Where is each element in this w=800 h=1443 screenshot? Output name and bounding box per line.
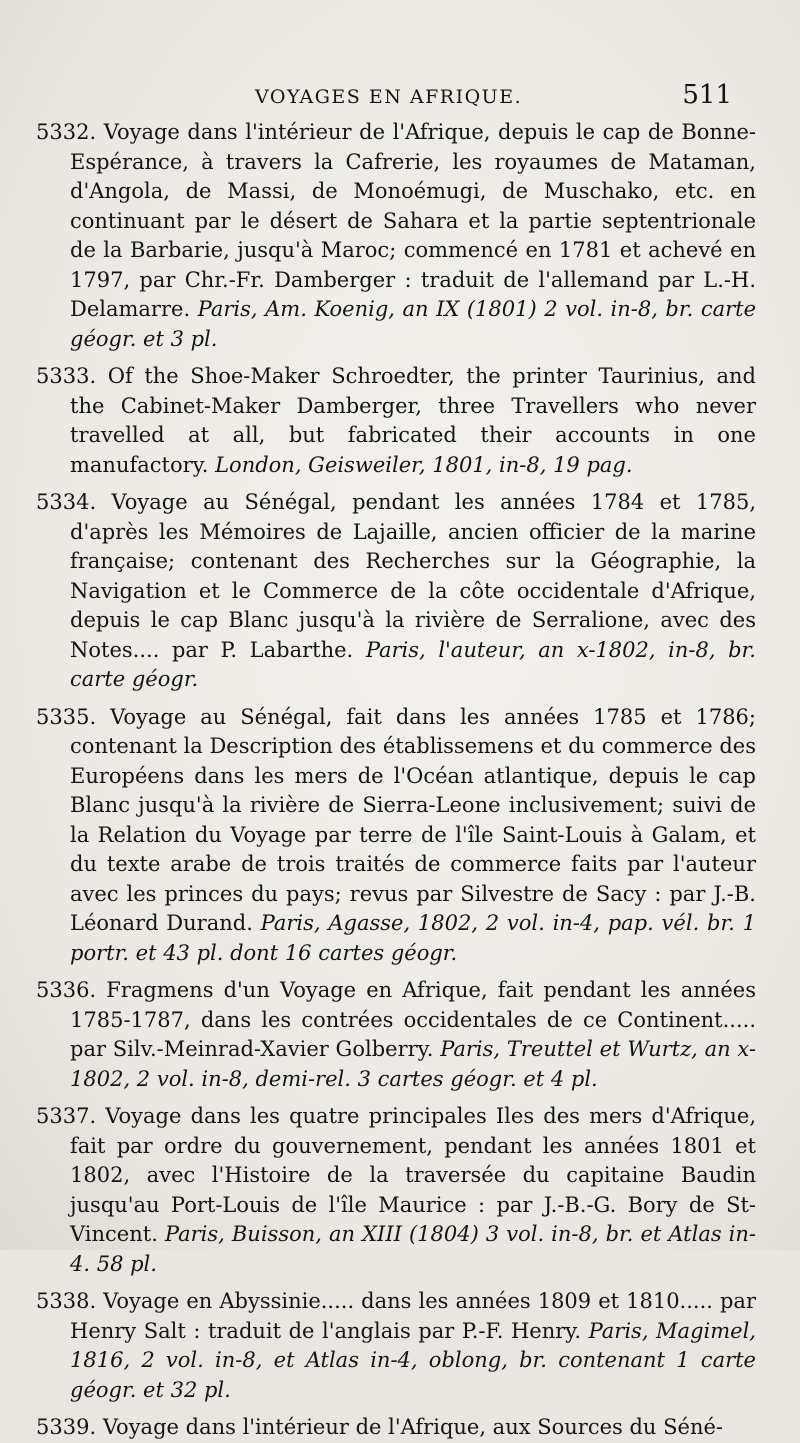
- catalogue-entry: [36, 488, 756, 695]
- entry-text: Voyage au Sénégal, pendant les années 1784 et 1785, d'après les Mémoires de Lajaille, ancien officier de la marine française; contenant des Recherches sur la Géographie, la Navigation et le Commerce de la côte occidentale d'Afrique, depuis le cap Blanc jusqu'à la rivière de Serralione, avec des Notes.... par P. Labarthe.: [70, 490, 756, 662]
- entry-number: 5334.: [36, 490, 97, 514]
- catalogue-entries: [36, 118, 756, 1443]
- catalogue-entry: [36, 976, 756, 1094]
- catalogue-entry: [36, 1413, 756, 1443]
- entry-imprint: London, Geisweiler, 1801, in-8, 19 pag.: [215, 452, 633, 477]
- entry-number: 5333.: [36, 364, 97, 388]
- entry-number: 5336.: [36, 978, 97, 1002]
- catalogue-entry: [36, 362, 756, 480]
- entry-imprint: Paris, Treuttel et Wurtz, an x-1802, 2 vol. in-8, demi-rel. 3 cartes géogr. et 4 pl.: [70, 1037, 756, 1091]
- catalogue-entry: [36, 1287, 756, 1405]
- entry-text: Voyage dans l'intérieur de l'Afrique, depuis le cap de Bonne-Espérance, à travers la Cafrerie, les royaumes de Mataman, d'Angola, de Massi, de Monoémugi, de Muschako, etc. en continuant par le désert de Sahara et la partie septentrionale de la Barbarie, jusqu'à Maroc; commencé en 1781 et achevé en 1797, par Chr.-Fr. Damberger : traduit de l'allemand par L.-H. Delamarre.: [70, 120, 756, 321]
- entry-text: Fragmens d'un Voyage en Afrique, fait pendant les années 1785-1787, dans les contrées occidentales de ce Continent..... par Silv.-Meinrad-Xavier Golberry.: [70, 978, 756, 1061]
- catalogue-entry: [36, 1102, 756, 1279]
- entry-imprint: Paris, l'auteur, an x-1802, in-8, br. carte géogr.: [70, 637, 756, 691]
- entry-number: 5335.: [36, 704, 97, 729]
- entry-number: 5338.: [36, 1289, 97, 1313]
- catalogue-entry: [36, 118, 756, 354]
- entry-imprint: Paris, Am. Koenig, an IX (1801) 2 vol. in-8, br. carte géogr. et 3 pl.: [70, 297, 757, 351]
- entry-text: Voyage au Sénégal, fait dans les années 1785 et 1786; contenant la Description des établissemens et du commerce des Européens dans les mers de l'Océan atlantique, depuis le cap Blanc jusqu'à la rivière de Sierra-Leone inclusivement; suivi de la Relation du Voyage par terre de l'île Saint-Louis à Galam, et du texte arabe de trois traités de commerce faits par l'auteur avec les princes du pays; revus par Silvestre de Sacy : par J.-B. Léonard Durand.: [70, 704, 756, 935]
- page-header: [0, 80, 800, 118]
- entry-text: Voyage dans les quatre principales Iles des mers d'Afrique, fait par ordre du gouvernement, pendant les années 1801 et 1802, avec l'Histoire de la traversée du capitaine Baudin jusqu'au Port-Louis de l'île Maurice : par J.-B.-G. Bory de St-Vincent.: [70, 1104, 756, 1246]
- entry-imprint: Paris, Buisson, an XIII (1804) 3 vol. in-8, br. et Atlas in-4. 58 pl.: [70, 1222, 756, 1276]
- entry-text: Voyage dans l'intérieur de l'Afrique, aux Sources du Séné-: [102, 1415, 723, 1439]
- page-number: 511: [682, 80, 732, 110]
- entry-number: 5332.: [36, 120, 97, 144]
- entry-number: 5337.: [36, 1104, 97, 1128]
- entry-number: 5339.: [36, 1415, 97, 1439]
- entry-imprint: Paris, Magimel, 1816, 2 vol. in-8, et Atlas in-4, oblong, br. contenant 1 carte géogr. et 32 pl.: [70, 1318, 756, 1402]
- entry-text: Of the Shoe-Maker Schroedter, the printer Taurinius, and the Cabinet-Maker Damberger, three Travellers who never travelled at all, but fabricated their accounts in one manufactory.: [70, 364, 756, 477]
- catalogue-entry: [36, 703, 756, 969]
- entry-imprint: Paris, Agasse, 1802, 2 vol. in-4, pap. vél. br. 1 portr. et 43 pl. dont 16 cartes géogr.: [70, 911, 756, 965]
- entry-text: Voyage en Abyssinie..... dans les années 1809 et 1810..... par Henry Salt : traduit de l'anglais par P.-F. Henry.: [70, 1289, 756, 1343]
- running-title: VOYAGES EN AFRIQUE.: [255, 86, 523, 108]
